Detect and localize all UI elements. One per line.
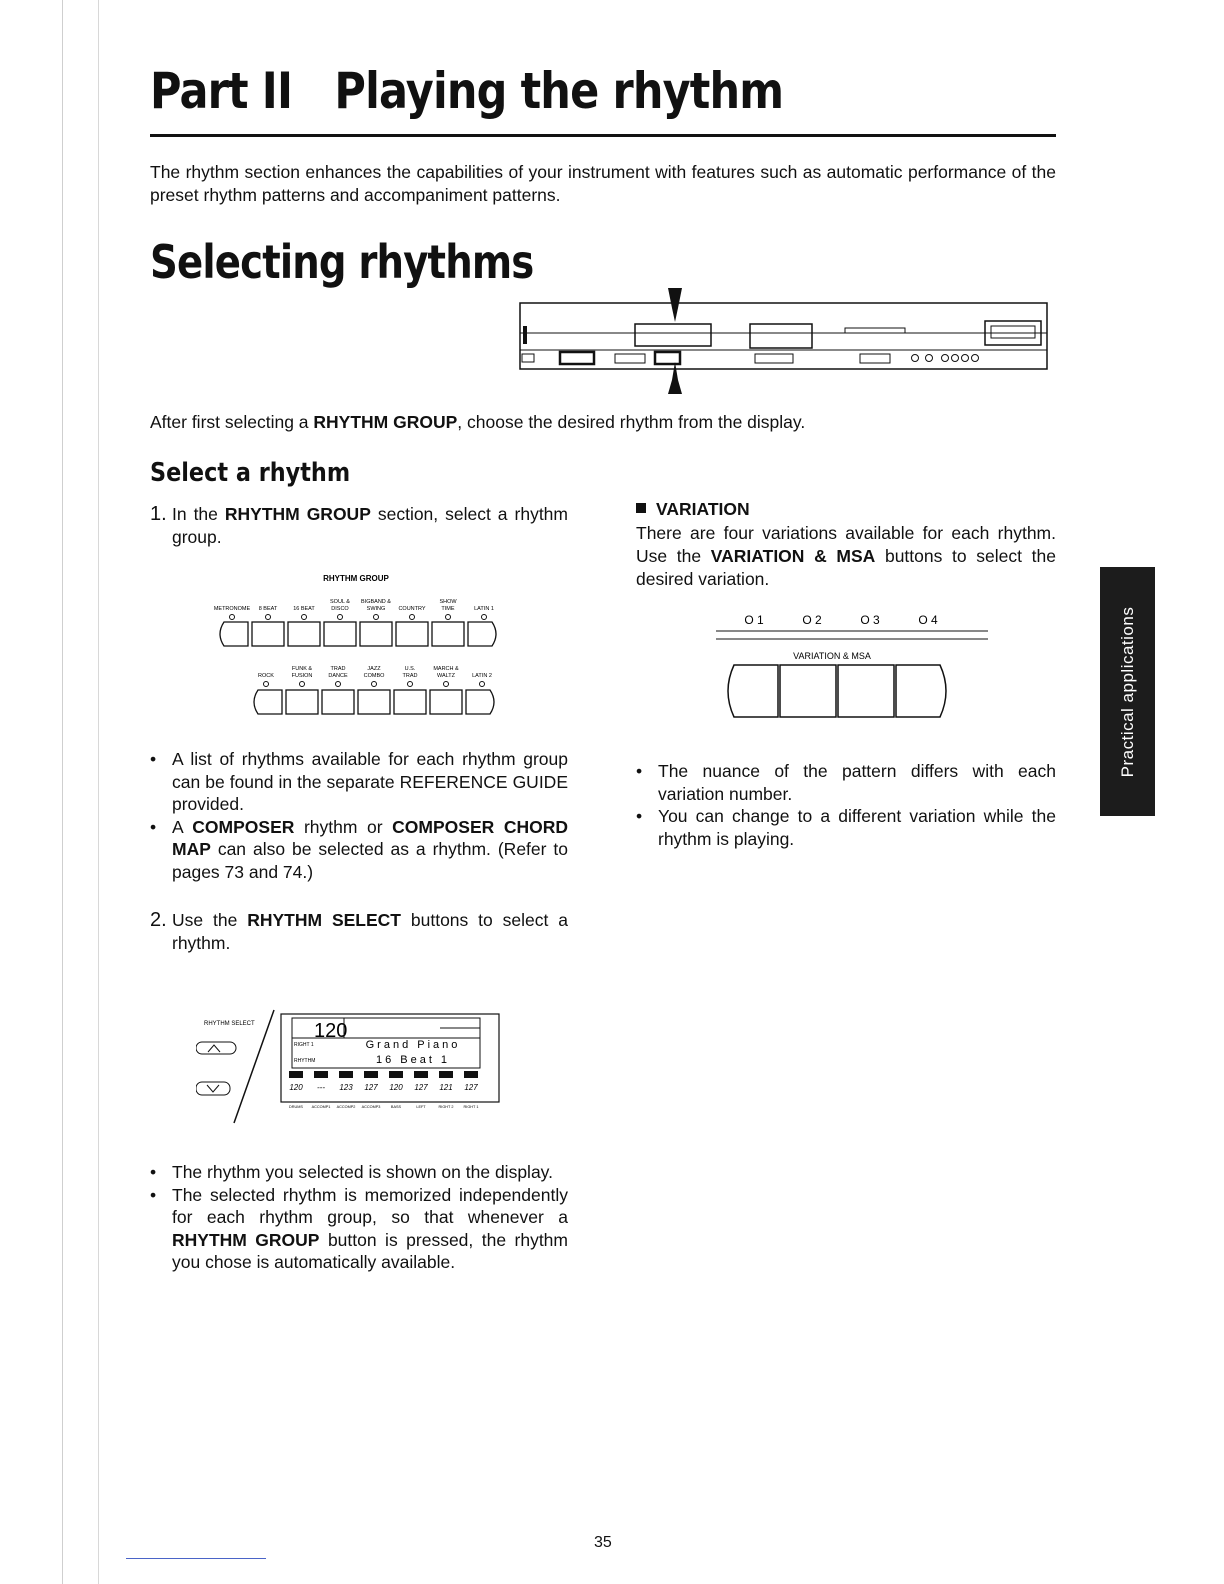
group-button[interactable] (468, 622, 496, 646)
level-bar (439, 1071, 453, 1078)
part-title: Part II Playing the rhythm (150, 62, 784, 120)
group-label: TRAD DANCE (328, 666, 348, 679)
variation-number: O 2 (802, 613, 822, 627)
group-led (410, 615, 415, 620)
step-text-end: section, select a rhythm group. (172, 504, 568, 547)
footer-part-label: ACCOMP1 (311, 1105, 331, 1109)
note-memorized (150, 1184, 568, 1274)
instruction-text: After first selecting a (150, 412, 314, 432)
instruction-text-end: , choose the desired rhythm from the display. (457, 412, 806, 432)
footer-part-label: BASS (390, 1105, 402, 1109)
variation-number: O 3 (860, 613, 880, 627)
group-led (444, 682, 449, 687)
variation-button[interactable] (728, 665, 778, 717)
level-value: 127 (464, 1083, 478, 1092)
intro-paragraph: The rhythm section enhances the capabilities of your instrument with features such as automatic performance of the preset rhythm patterns and accompaniment patterns. (150, 162, 1056, 205)
tempo-readout: 120 (314, 1020, 348, 1042)
footer-part-label: ACCOMP3 (361, 1105, 381, 1109)
group-button[interactable] (430, 690, 462, 714)
note-text: can also be selected as a rhythm. (Refer to pages 73 and 74.) (172, 839, 568, 882)
level-bar (314, 1071, 328, 1078)
group-button[interactable] (286, 690, 318, 714)
group-button[interactable] (396, 622, 428, 646)
rhythm-select-down-button (196, 1082, 230, 1095)
rhythm-display-panel (196, 1008, 506, 1126)
note-bold: RHYTHM GROUP (172, 1229, 320, 1250)
level-value: 127 (364, 1083, 378, 1092)
group-led (374, 615, 379, 620)
group-button[interactable] (322, 690, 354, 714)
variation-paragraph (636, 522, 1056, 591)
group-label: BIGBAND & SWING (361, 599, 391, 612)
group-label: MARCH & WALTZ (433, 666, 459, 679)
group-label: METRONOME (213, 606, 251, 612)
rhythm-group-panel (204, 572, 514, 722)
group-button[interactable] (466, 690, 494, 714)
group-led (408, 682, 413, 687)
note-reference-guide: • A list of rhythms available for each rhythm group can be found in the separate REFERENCE GUIDE provided. (150, 748, 568, 816)
right1-label: RIGHT 1 (294, 1042, 314, 1048)
footer-part-label: RIGHT 1 (463, 1105, 479, 1109)
step-number: 2. (150, 909, 167, 931)
step1-notes (150, 748, 568, 883)
down-arrow-icon (207, 1085, 219, 1092)
subsection-title: Select a rhythm (150, 458, 351, 488)
variation-notes (636, 760, 1056, 850)
section-title: Selecting rhythms (150, 235, 534, 289)
group-led (264, 682, 269, 687)
note-display: • The rhythm you selected is shown on the display. (150, 1161, 568, 1184)
title-rule (150, 134, 1056, 137)
note-text: button is pressed, the rhythm you chose is automatically available. (172, 1229, 568, 1272)
footer-part-label: ACCOMP2 (336, 1105, 356, 1109)
variation-bold: VARIATION & MSA (710, 546, 876, 566)
variation-text: There are four variations available for each rhythm. Use the (636, 523, 1056, 566)
level-value: 127 (414, 1083, 428, 1092)
rhythm-label: RHYTHM (294, 1058, 316, 1064)
variation-button[interactable] (896, 665, 946, 717)
level-bar (339, 1071, 353, 1078)
group-led (482, 615, 487, 620)
instruction-line (150, 412, 805, 433)
step-bold: RHYTHM SELECT (247, 910, 401, 930)
page-margin-line (98, 0, 99, 1584)
level-bar (464, 1071, 478, 1078)
variation-number: O 4 (918, 613, 938, 627)
level-value: 123 (339, 1083, 353, 1092)
group-button[interactable] (358, 690, 390, 714)
group-button[interactable] (254, 690, 282, 714)
variation-button[interactable] (838, 665, 894, 717)
footer-part-label: LEFT (416, 1105, 426, 1109)
square-bullet-icon (636, 503, 646, 513)
group-label: FUNK & FUSION (291, 666, 313, 679)
group-label: SOUL & DISCO (330, 599, 350, 612)
level-value: 121 (439, 1083, 453, 1092)
practical-applications-tab (1100, 567, 1155, 816)
group-led (302, 615, 307, 620)
group-led (230, 615, 235, 620)
level-bar (364, 1071, 378, 1078)
up-arrow-icon (208, 1045, 220, 1052)
group-led (372, 682, 377, 687)
level-bar (389, 1071, 403, 1078)
group-led (446, 615, 451, 620)
note-change-variation: • You can change to a different variation while the rhythm is playing. (636, 805, 1056, 850)
variation-text-end: buttons to select the desired variation. (636, 546, 1056, 589)
step-number: 1. (150, 503, 167, 525)
variation-heading (636, 499, 750, 520)
variation-number: O 1 (744, 613, 764, 627)
variation-heading-text: VARIATION (656, 499, 750, 519)
page-edge-line (62, 0, 63, 1584)
group-label: LATIN 1 (474, 606, 494, 612)
display-voice-name: Grand Piano (365, 1039, 461, 1051)
group-label: 8 BEAT (258, 606, 278, 612)
note-text: A (172, 816, 193, 837)
level-value: 120 (289, 1083, 303, 1092)
level-value: --- (317, 1083, 325, 1092)
group-led (300, 682, 305, 687)
group-led (480, 682, 485, 687)
footer-line (126, 1558, 266, 1559)
group-label: LATIN 2 (472, 673, 492, 679)
group-button[interactable] (394, 690, 426, 714)
note-bold: COMPOSER (192, 816, 295, 837)
panel-location-diagram (515, 288, 1055, 398)
footer-part-label: RIGHT 2 (438, 1105, 454, 1109)
group-label: 16 BEAT (293, 606, 315, 612)
step-bold: RHYTHM GROUP (224, 504, 371, 524)
page-number: 35 (594, 1534, 612, 1551)
instruction-bold: RHYTHM GROUP (313, 412, 458, 432)
level-bar (414, 1071, 428, 1078)
display-rhythm-name: 16 Beat 1 (375, 1054, 451, 1066)
group-led (338, 615, 343, 620)
group-button[interactable] (252, 622, 284, 646)
variation-button[interactable] (780, 665, 836, 717)
note-bold: COMPOSER CHORD MAP (172, 816, 568, 859)
group-label: ROCK (258, 673, 274, 679)
group-button[interactable] (360, 622, 392, 646)
side-tab-label: Practical applications (1117, 606, 1137, 777)
footer-part-label: DRUMS (289, 1105, 303, 1109)
group-led (266, 615, 271, 620)
step-text-end: buttons to select a rhythm. (172, 910, 568, 953)
level-bar (289, 1071, 303, 1078)
note-text: The selected rhythm is memorized independently for each rhythm group, so that whenever a (172, 1184, 568, 1227)
group-button[interactable] (288, 622, 320, 646)
variation-panel (712, 605, 992, 720)
group-label: COUNTRY (398, 606, 426, 612)
level-value: 120 (389, 1083, 403, 1092)
note-nuance: • The nuance of the pattern differs with each variation number. (636, 760, 1056, 805)
rhythm-select-label: RHYTHM SELECT (204, 1021, 255, 1027)
step-text: In the (172, 504, 225, 524)
variation-msa-label: VARIATION & MSA (793, 651, 871, 661)
note-text: rhythm or (294, 816, 393, 837)
step-2 (150, 909, 568, 955)
group-button[interactable] (324, 622, 356, 646)
group-button[interactable] (220, 622, 248, 646)
step-text: Use the (172, 910, 248, 930)
group-led (336, 682, 341, 687)
group-label: JAZZ COMBO (363, 666, 385, 679)
rhythm-group-label: RHYTHM GROUP (323, 574, 389, 583)
step2-notes (150, 1161, 568, 1274)
group-label: SHOW TIME (439, 599, 457, 612)
note-composer (150, 816, 568, 884)
step-1 (150, 503, 568, 549)
group-button[interactable] (432, 622, 464, 646)
group-label: U.S. TRAD (402, 666, 418, 679)
